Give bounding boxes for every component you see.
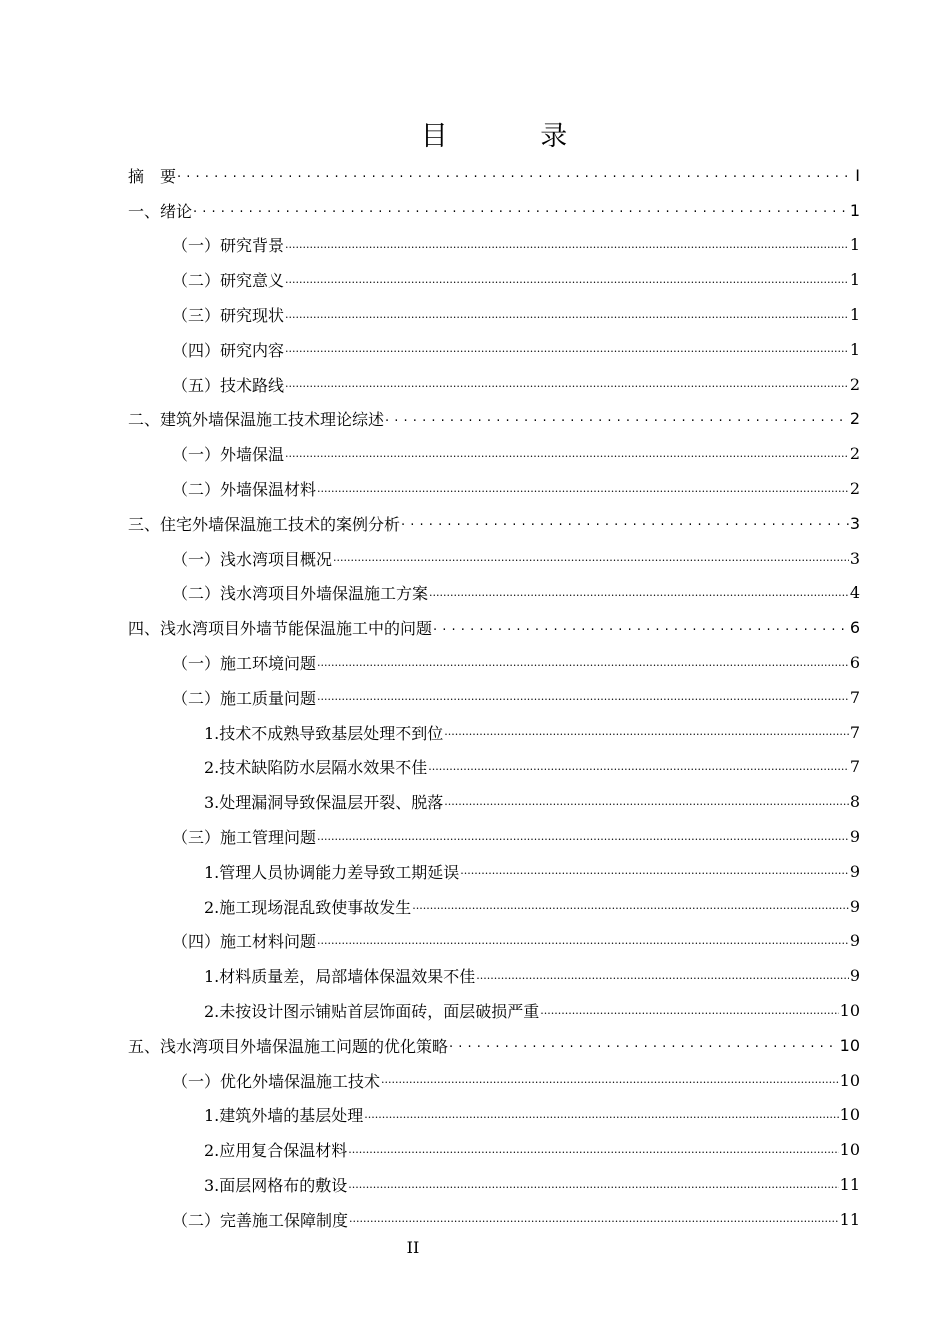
toc-entry-page-number: 1 — [849, 200, 860, 220]
toc-entry[interactable] — [128, 193, 860, 228]
dot-leader — [433, 620, 849, 636]
toc-entry[interactable] — [128, 819, 860, 854]
dot-leader — [348, 1142, 838, 1158]
toc-entry-label: （一）外墙保温 — [172, 445, 285, 465]
toc-entry-label: 2.未按设计图示铺贴首层饰面砖，面层破损严重 — [204, 1002, 540, 1022]
dot-leader — [428, 759, 849, 775]
dot-leader — [364, 1107, 838, 1123]
toc-entry-page-number: 9 — [849, 827, 860, 847]
toc-entry[interactable] — [128, 958, 860, 993]
toc-entry-label: （二）外墙保温材料 — [172, 480, 317, 500]
toc-entry-label: （三）施工管理问题 — [172, 828, 317, 848]
dot-leader — [401, 515, 849, 531]
toc-entry[interactable] — [128, 506, 860, 541]
toc-entry-label: （四）施工材料问题 — [172, 932, 317, 952]
toc-entry-page-number: 2 — [849, 374, 860, 394]
dot-leader — [429, 585, 849, 601]
toc-entry[interactable] — [128, 1063, 860, 1098]
toc-entry-page-number: 3 — [849, 548, 860, 568]
toc-entry[interactable] — [128, 854, 860, 889]
toc-entry-label: 摘 要 — [128, 166, 177, 186]
toc-entry-label: 3.面层网格布的敷设 — [204, 1176, 348, 1195]
toc-entry[interactable] — [128, 402, 860, 437]
toc-entry[interactable] — [128, 228, 860, 263]
toc-entry[interactable] — [128, 158, 860, 193]
toc-entry-label: （一）浅水湾项目概况 — [172, 549, 333, 569]
toc-entry-label: （二）完善施工保障制度 — [172, 1210, 349, 1230]
dot-leader — [449, 1037, 839, 1053]
dot-leader — [412, 898, 849, 914]
dot-leader — [285, 307, 849, 323]
dot-leader — [285, 376, 849, 392]
toc-entry-label: （二）研究意义 — [172, 271, 285, 291]
toc-entry-label: 三、住宅外墙保温施工技术的案例分析 — [128, 514, 401, 534]
toc-entry-label: 1.建筑外墙的基层处理 — [204, 1106, 364, 1126]
table-of-contents — [128, 158, 860, 1237]
dot-leader — [317, 481, 849, 497]
toc-entry-label: 2.应用复合保温材料 — [204, 1141, 348, 1161]
toc-entry-page-number: I — [855, 165, 860, 185]
toc-entry[interactable] — [128, 1167, 860, 1202]
toc-entry[interactable] — [128, 332, 860, 367]
toc-entry-label: 五、浅水湾项目外墙保温施工问题的优化策略 — [128, 1036, 449, 1056]
toc-entry-label: 一、绪论 — [128, 201, 193, 221]
toc-entry[interactable] — [128, 715, 860, 750]
toc-entry-label: （一）研究背景 — [172, 236, 285, 256]
toc-entry-page-number: 1 — [849, 235, 860, 255]
toc-entry-page-number: 10 — [839, 1001, 860, 1021]
toc-entry[interactable] — [128, 924, 860, 959]
toc-entry-page-number: 2 — [849, 444, 860, 464]
dot-leader — [177, 167, 854, 183]
toc-entry[interactable] — [128, 1202, 860, 1237]
toc-entry[interactable] — [128, 993, 860, 1028]
dot-leader — [348, 1177, 838, 1193]
toc-entry[interactable] — [128, 610, 860, 645]
dot-leader — [460, 863, 849, 879]
toc-entry-label: 1.材料质量差，局部墙体保温效果不佳 — [204, 967, 476, 987]
dot-leader — [333, 550, 849, 566]
toc-entry-page-number: 11 — [839, 1209, 860, 1229]
dot-leader — [444, 794, 849, 810]
dot-leader — [317, 655, 849, 671]
page-title: 目 录 — [420, 121, 610, 152]
toc-entry-page-number: 9 — [849, 896, 860, 916]
toc-entry-page-number: 10 — [839, 1140, 860, 1160]
toc-entry[interactable] — [128, 1132, 860, 1167]
toc-entry[interactable] — [128, 750, 860, 785]
toc-entry[interactable] — [128, 471, 860, 506]
toc-entry[interactable] — [128, 436, 860, 471]
toc-entry[interactable] — [128, 367, 860, 402]
toc-entry-page-number: 1 — [849, 339, 860, 359]
toc-entry-page-number: 7 — [849, 722, 860, 742]
toc-entry-page-number: 8 — [849, 792, 860, 812]
toc-entry-label: 2.技术缺陷防水层隔水效果不佳 — [204, 758, 428, 778]
toc-entry-page-number: 1 — [849, 305, 860, 325]
toc-entry-page-number: 10 — [839, 1105, 860, 1125]
toc-entry[interactable] — [128, 889, 860, 924]
toc-entry-page-number: 9 — [849, 931, 860, 951]
dot-leader — [285, 272, 849, 288]
dot-leader — [317, 829, 849, 845]
toc-entry-label: （二）施工质量问题 — [172, 688, 317, 708]
toc-entry-page-number: 10 — [839, 1035, 860, 1055]
dot-leader — [285, 341, 849, 357]
dot-leader — [444, 724, 849, 740]
toc-entry-page-number: 4 — [849, 583, 860, 603]
toc-entry[interactable] — [128, 1028, 860, 1063]
toc-entry-page-number: 2 — [849, 479, 860, 499]
toc-entry-page-number: 10 — [839, 1070, 860, 1090]
toc-entry[interactable] — [128, 1098, 860, 1133]
dot-leader — [193, 202, 849, 218]
dot-leader — [476, 968, 849, 984]
toc-entry[interactable] — [128, 541, 860, 576]
toc-entry[interactable] — [128, 680, 860, 715]
toc-entry-page-number: 6 — [849, 618, 860, 638]
toc-entry-label: 1.技术不成熟导致基层处理不到位 — [204, 723, 444, 743]
toc-entry-page-number: 7 — [849, 757, 860, 777]
toc-entry-page-number: 2 — [849, 409, 860, 429]
toc-entry-page-number: 3 — [849, 513, 860, 533]
toc-entry[interactable] — [128, 576, 860, 611]
toc-entry[interactable] — [128, 262, 860, 297]
toc-entry[interactable] — [128, 297, 860, 332]
dot-leader — [349, 1211, 839, 1227]
dot-leader — [285, 237, 849, 253]
dot-leader — [540, 1003, 838, 1019]
dot-leader — [317, 933, 849, 949]
toc-entry-page-number: 9 — [849, 966, 860, 986]
toc-entry-label: 二、建筑外墙保温施工技术理论综述 — [128, 410, 385, 430]
toc-entry-label: （四）研究内容 — [172, 340, 285, 360]
dot-leader — [317, 689, 849, 705]
toc-entry-label: 1.管理人员协调能力差导致工期延误 — [204, 862, 460, 882]
toc-entry[interactable] — [128, 784, 860, 819]
toc-entry-label: 3.处理漏洞导致保温层开裂、脱落 — [204, 793, 444, 813]
toc-entry-label: （一）优化外墙保温施工技术 — [172, 1071, 381, 1091]
toc-entry-page-number: 1 — [849, 270, 860, 290]
toc-entry[interactable] — [128, 645, 860, 680]
toc-entry-page-number: 11 — [839, 1175, 860, 1194]
dot-leader — [385, 411, 849, 427]
toc-entry-page-number: 6 — [849, 653, 860, 673]
toc-entry-label: 四、浅水湾项目外墙节能保温施工中的问题 — [128, 619, 433, 639]
footer-page-number: II — [406, 1238, 420, 1257]
toc-entry-label: （三）研究现状 — [172, 306, 285, 326]
toc-entry-label: （五）技术路线 — [172, 375, 285, 395]
toc-entry-page-number: 7 — [849, 687, 860, 707]
dot-leader — [285, 446, 849, 462]
dot-leader — [381, 1072, 839, 1088]
toc-entry-label: （二）浅水湾项目外墙保温施工方案 — [172, 584, 429, 604]
toc-entry-label: （一）施工环境问题 — [172, 654, 317, 674]
toc-entry-page-number: 9 — [849, 861, 860, 881]
toc-entry-label: 2.施工现场混乱致使事故发生 — [204, 897, 412, 917]
